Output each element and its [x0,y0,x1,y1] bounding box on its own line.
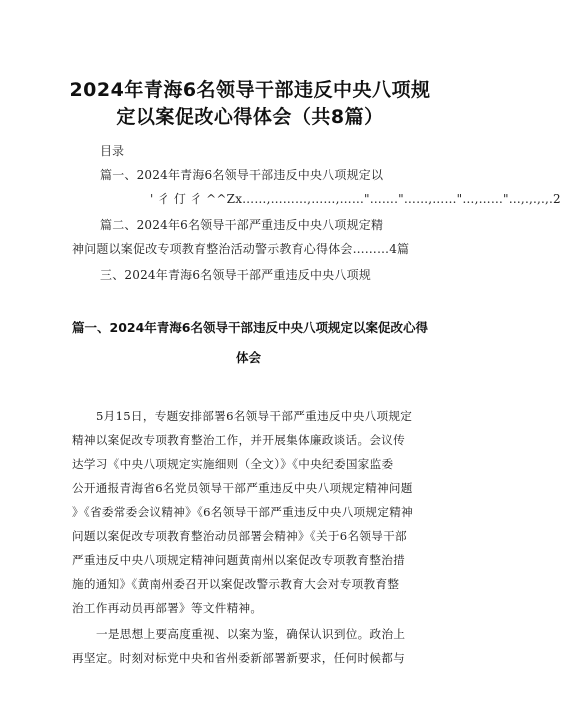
toc-item-3[interactable]: 三、2024年青海6名领导干部严重违反中央八项规 [100,268,371,282]
body-paragraph-line: 问题以案促改专项教育整治动员部署会精神》《关于6名领导干部 [72,529,407,543]
body-paragraph-line: 一是思想上要高度重视、以案为鉴，确保认识到位。政治上 [96,627,406,641]
body-paragraph-line: 》《省委常委会议精神》《6名领导干部严重违反中央八项规定精神 [72,505,413,519]
section-title-line-2: 体会 [236,350,262,365]
body-paragraph-line: 施的通知》《黄南州委召开以案促改警示教育大会对专项教育整 [72,577,400,591]
body-paragraph-line: 再坚定。时刻对标党中央和省州委新部署新要求，任何时候都与 [72,651,406,665]
body-paragraph-line: 达学习《中央八项规定实施细则（全文）》《中央纪委国家监委 [72,457,394,471]
toc-item-1-continuation[interactable]: ' 彳 仃 彳 ^^Zx……,………,……,……"……."……,……"…,……"…,.,.,.,.2 [150,192,561,206]
document-title-line-2: 定以案促改心得体会（共8篇） [116,106,384,128]
document-title-line-1: 2024年青海6名领导干部违反中央八项规 [69,79,431,101]
body-paragraph-line: 治工作再动员再部署》等文件精神。 [72,601,263,615]
toc-item-1[interactable]: 篇一、2024年青海6名领导干部违反中央八项规定以 [100,168,384,182]
body-paragraph-line: 公开通报青海省6名党员领导干部严重违反中央八项规定精神问题 [72,481,413,495]
section-title-line-1: 篇一、2024年青海6名领导干部违反中央八项规定以案促改心得 [72,320,428,335]
body-paragraph-line: 精神以案促改专项教育整治工作，并开展集体廉政谈话。会议传 [72,433,406,447]
body-paragraph-line: 严重违反中央八项规定精神问题黄南州以案促改专项教育整治措 [72,553,406,567]
toc-item-2-continuation[interactable]: 神问题以案促改专项教育整治活动警示教育心得体会………4篇 [72,242,410,256]
toc-heading: 目录 [100,144,125,158]
body-paragraph-line: 5月15日，专题安排部署6名领导干部严重违反中央八项规定 [96,409,413,423]
toc-item-2[interactable]: 篇二、2024年6名领导干部严重违反中央八项规定精 [100,218,384,232]
